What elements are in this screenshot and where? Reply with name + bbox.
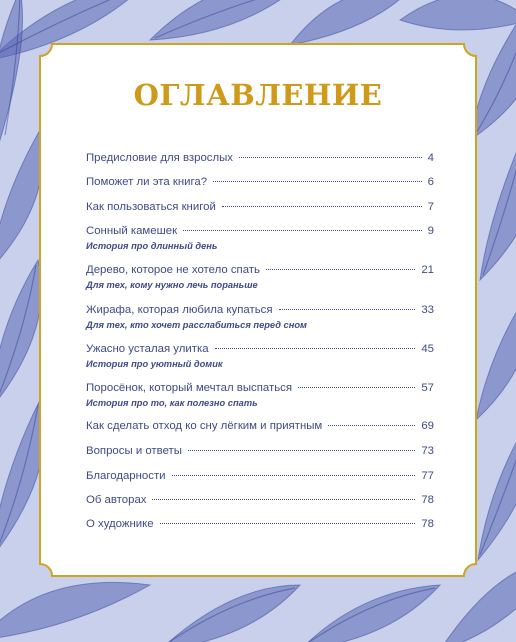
entry-page: 78	[421, 518, 434, 530]
dot-leader	[239, 157, 422, 158]
entry-page: 78	[421, 494, 434, 506]
entry-page: 7	[427, 201, 434, 213]
toc-entry[interactable]	[86, 445, 434, 460]
dot-leader	[266, 269, 415, 270]
dot-leader	[183, 230, 422, 231]
entry-title: Об авторах	[86, 494, 147, 506]
entry-title: Благодарности	[86, 470, 166, 482]
entry-title: Жирафа, которая любила купаться	[86, 304, 273, 316]
toc-entry[interactable]	[86, 152, 434, 167]
entry-page: 77	[421, 470, 434, 482]
entry-page: 21	[421, 264, 434, 276]
toc-entry[interactable]	[86, 201, 434, 216]
dot-leader	[298, 387, 415, 388]
entry-subtitle: Для тех, кому нужно лечь пораньше	[86, 280, 258, 290]
dot-leader	[279, 309, 416, 310]
entry-page: 57	[421, 382, 434, 394]
toc-entry[interactable]	[86, 304, 434, 330]
entry-title: Сонный камешек	[86, 225, 178, 237]
entry-page: 33	[421, 304, 434, 316]
entry-page: 45	[421, 343, 434, 355]
toc-entry[interactable]	[86, 343, 434, 369]
dot-leader	[213, 181, 422, 182]
entry-page: 4	[427, 152, 434, 164]
toc-entry[interactable]	[86, 264, 434, 290]
toc-entry[interactable]	[86, 494, 434, 509]
entry-subtitle: История про уютный домик	[86, 359, 223, 369]
dot-leader	[152, 499, 415, 500]
dot-leader	[160, 523, 416, 524]
dot-leader	[172, 475, 416, 476]
entry-page: 6	[427, 176, 434, 188]
entry-title: Поможет ли эта книга?	[86, 176, 208, 188]
toc-entry[interactable]	[86, 176, 434, 191]
entry-subtitle: История про длинный день	[86, 241, 218, 251]
toc-entry[interactable]	[86, 382, 434, 408]
entry-title: Как пользоваться книгой	[86, 201, 216, 213]
entry-subtitle: История про то, как полезно спать	[86, 398, 258, 408]
dot-leader	[188, 450, 415, 451]
entry-title: Предисловие для взрослых	[86, 152, 233, 164]
toc-entry[interactable]	[86, 518, 434, 533]
toc-entry[interactable]	[86, 420, 434, 435]
dot-leader	[328, 425, 415, 426]
entry-title: О художнике	[86, 518, 154, 530]
entry-page: 69	[421, 420, 434, 432]
entry-page: 9	[427, 225, 434, 237]
entry-title: Дерево, которое не хотело спать	[86, 264, 260, 276]
entry-title: Как сделать отход ко сну лёгким и приятным	[86, 420, 323, 432]
toc-entry[interactable]	[86, 470, 434, 485]
entry-subtitle: Для тех, кто хочет расслабиться перед сном	[86, 320, 307, 330]
entry-title: Ужасно усталая улитка	[86, 343, 209, 355]
entry-page: 73	[421, 445, 434, 457]
dot-leader	[215, 348, 416, 349]
entry-title: Поросёнок, который мечтал выспаться	[86, 382, 292, 394]
toc-entry[interactable]	[86, 225, 434, 251]
page-title: ОГЛАВЛЕНИЕ	[133, 78, 383, 112]
dot-leader	[222, 206, 422, 207]
entry-title: Вопросы и ответы	[86, 445, 182, 457]
